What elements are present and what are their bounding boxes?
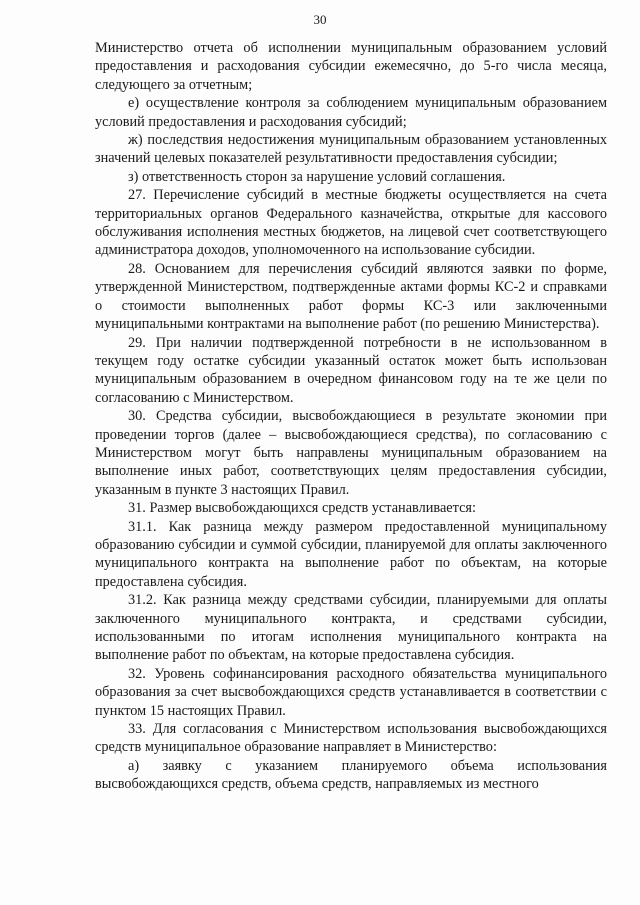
paragraph-33-a: а) заявку с указанием планируемого объема использования высвобождающихся средств, объема средств, направляемых из местного <box>95 757 607 793</box>
paragraph-item-z: з) ответственность сторон за нарушение условий соглашения. <box>128 168 506 185</box>
paragraph-29: 29. При наличии подтвержденной потребности в не использованном в текущем году остатке субсидии указанный остаток может быть использован муниципальным образованием в очередном финансовом году на те же цели по согласованию с Министерством. <box>95 334 607 406</box>
document-body <box>95 39 607 794</box>
paragraph-31-2: 31.2. Как разница между средствами субсидии, планируемыми для оплаты заключенного муниципального контракта, и средствами субсидии, использованными по итогам исполнения муниципального контракта на выполнение работ по объектам, на которые предоставлена субсидия. <box>95 592 607 664</box>
paragraph-reporting-continuation: Министерство отчета об исполнении муниципальным образованием условий предоставления и расходования субсидии ежемесячно, до 5-го числа месяца, следующего за отчетным; <box>95 40 607 93</box>
page-number: 30 <box>313 12 327 27</box>
paragraph-31-1: 31.1. Как разница между размером предоставленной муниципальному образованию субсидии и суммой субсидии, планируемой для оплаты заключенного муниципального контракта на выполнение работ по объектам, на которые предоставлена субсидия. <box>95 518 607 590</box>
paragraph-31: 31. Размер высвобождающихся средств устанавливается: <box>128 500 476 517</box>
paragraph-33: 33. Для согласования с Министерством использования высвобождающихся средств муниципальное образование направляет в Министерство: <box>95 721 607 756</box>
paragraph-30: 30. Средства субсидии, высвобождающиеся в результате экономии при проведении торгов (далее – высвобождающиеся средства), по согласованию с Министерством могут быть направлены муниципальным образованием на выполнение иных работ, соответствующих целям предоставления субсидии, указанным в пункте 3 настоящих Правил. <box>95 408 607 498</box>
paragraph-item-e: е) осуществление контроля за соблюдением муниципальным образованием условий предоставления и расходования субсидий; <box>95 95 607 130</box>
paragraph-32: 32. Уровень софинансирования расходного обязательства муниципального образования за счет высвобождающихся средств устанавливается в соответствии с пунктом 15 настоящих Правил. <box>95 665 607 719</box>
paragraph-28: 28. Основанием для перечисления субсидий являются заявки по форме, утвержденной Министерством, подтвержденные актами формы КС-2 и справками о стоимости выполненных работ формы КС-3 или заключенными муниципальными контрактами на выполнение работ (по решению Министерства). <box>95 260 607 333</box>
paragraph-27: 27. Перечисление субсидий в местные бюджеты осуществляется на счета территориальных органов Федерального казначейства, открытые для кассового обслуживания исполнения местных бюджетов, на лицевой счет соответствующего администратора доходов, уполномоченного на использование субсидии. <box>95 187 607 259</box>
paragraph-item-zh: ж) последствия недостижения муниципальным образованием установленных значений целевых показателей результативности предоставления субсидии; <box>95 132 607 167</box>
